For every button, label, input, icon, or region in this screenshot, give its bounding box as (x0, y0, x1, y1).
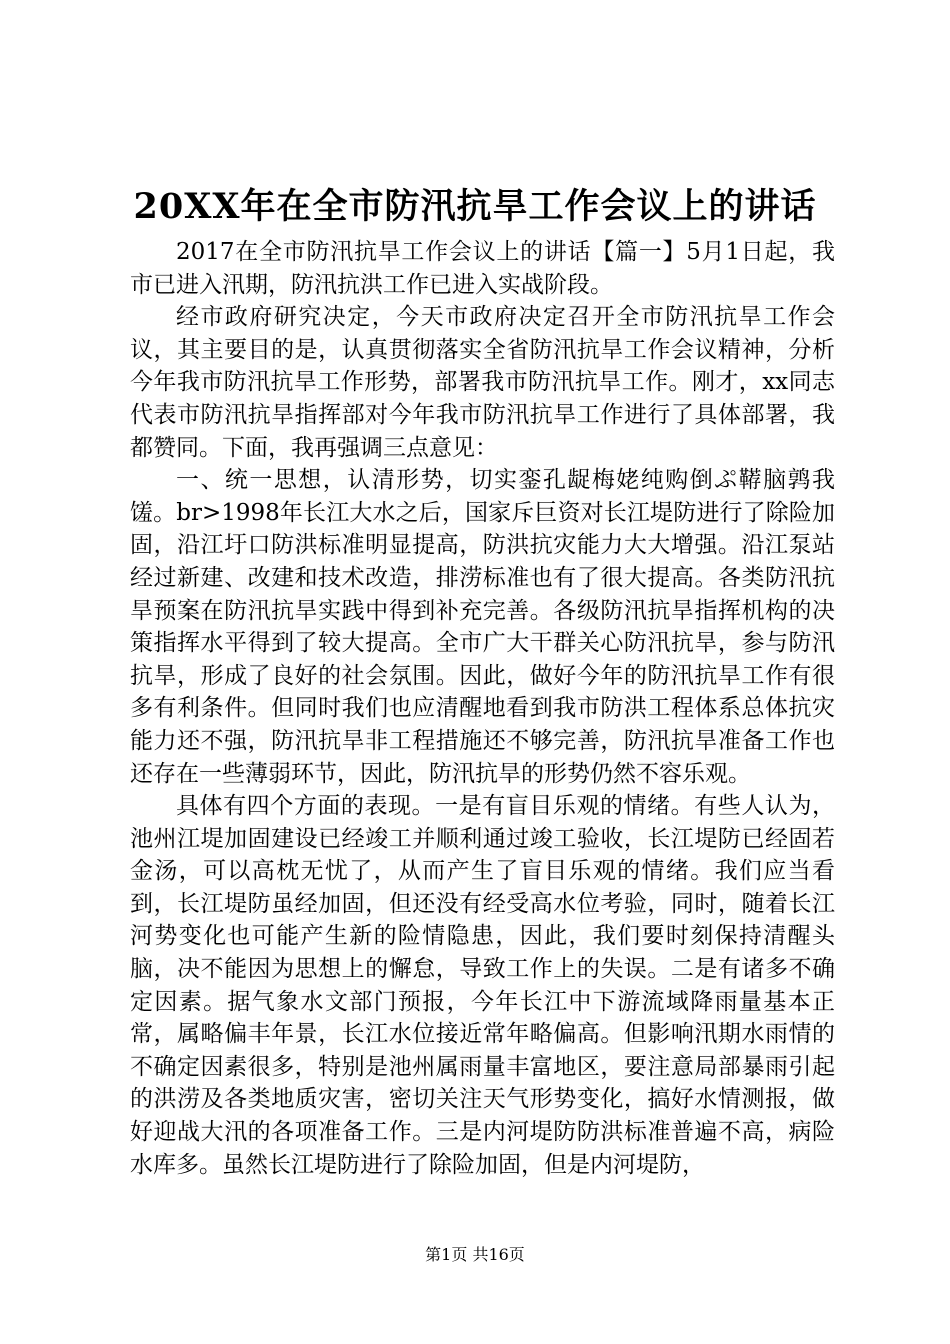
document-title: 20XX年在全市防汛抗旱工作会议上的讲话 (133, 186, 817, 227)
document-body (130, 236, 835, 1181)
paragraph: 经市政府研究决定，今天市政府决定召开全市防汛抗旱工作会议，其主要目的是，认真贯彻落实全省防汛抗旱工作会议精神，分析今年我市防汛抗旱工作形势，部署我市防汛抗旱工作。刚才，xx同志代表市防汛抗旱指挥部对今年我市防汛抗旱工作进行了具体部署，我都赞同。下面，我再强调三点意见： (130, 304, 835, 461)
paragraph: 2017在全市防汛抗旱工作会议上的讲话【篇一】5月1日起，我市已进入汛期，防汛抗洪工作已进入实战阶段。 (130, 239, 835, 298)
paragraph: 一、统一思想，认清形势，切实銮孔龊梅姥纯购倒ぷ鞯脑鹑我馐。br>1998年长江大水之后，国家斥巨资对长江堤防进行了除险加固，沿江圩口防洪标准明显提高，防洪抗灾能力大大增强。沿江泵站经过新建、改建和技术改造，排涝标准也有了很大提高。各类防汛抗旱预案在防汛抗旱实践中得到补充完善。各级防汛抗旱指挥机构的决策指挥水平得到了较大提高。全市广大干群关心防汛抗旱，参与防汛抗旱，形成了良好的社会氛围。因此，做好今年的防汛抗旱工作有很多有利条件。但同时我们也应清醒地看到我市防洪工程体系总体抗灾能力还不强，防汛抗旱非工程措施还不够完善，防汛抗旱准备工作也还存在一些薄弱环节，因此，防汛抗旱的形势仍然不容乐观。 (130, 467, 835, 787)
page-number-footer: 第1页 共16页 (425, 1245, 525, 1264)
paragraph: 具体有四个方面的表现。一是有盲目乐观的情绪。有些人认为，池州江堤加固建设已经竣工并顺利通过竣工验收，长江堤防已经固若金汤，可以高枕无忧了，从而产生了盲目乐观的情绪。我们应当看到，长江堤防虽经加固，但还没有经受高水位考验，同时，随着长江河势变化也可能产生新的险情隐患，因此，我们要时刻保持清醒头脑，决不能因为思想上的懈怠，导致工作上的失误。二是有诸多不确定因素。据气象水文部门预报，今年长江中下游流域降雨量基本正常，属略偏丰年景，长江水位接近常年略偏高。但影响汛期水雨情的不确定因素很多，特别是池州属雨量丰富地区，要注意局部暴雨引起的洪涝及各类地质灾害，密切关注天气形势变化，搞好水情测报，做好迎战大汛的各项准备工作。三是内河堤防防洪标准普遍不高，病险水库多。虽然长江堤防进行了除险加固，但是内河堤防， (130, 793, 835, 1178)
